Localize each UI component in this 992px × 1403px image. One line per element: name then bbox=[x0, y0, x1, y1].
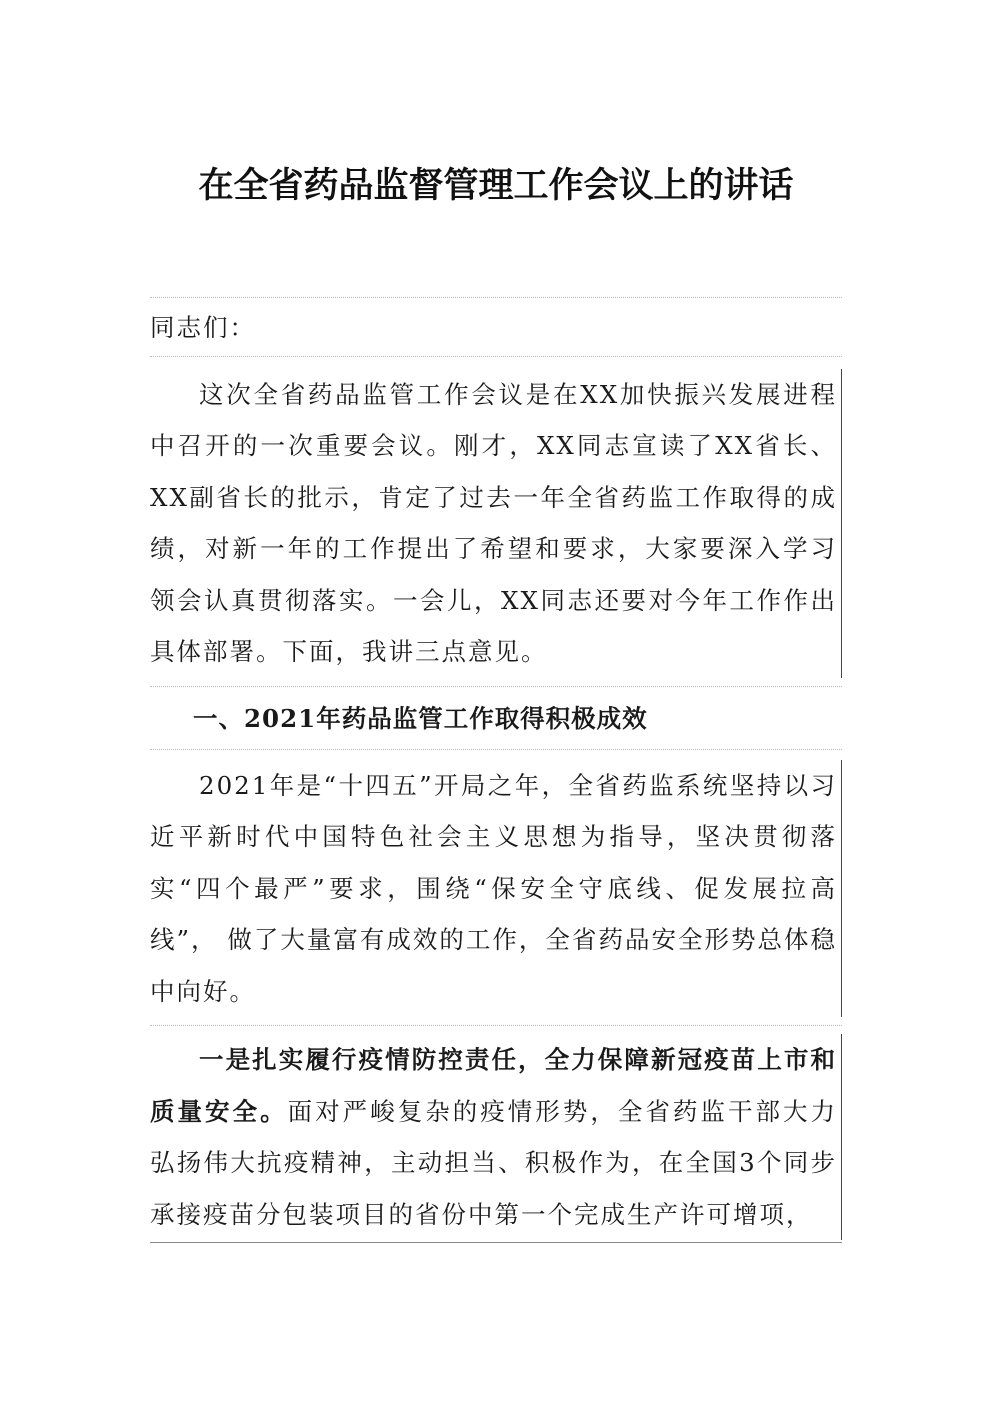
paragraph-overview: 2021年是“十四五”开局之年，全省药监系统坚持以习近平新时代中国特色社会主义思想为指导，坚决贯彻落实“四个最严”要求，围绕“保安全守底线、促发展拉高线”， 做了大量富有成效的工作，全省药品安全形势总体稳中向好。 bbox=[150, 760, 842, 1018]
paragraph-block bbox=[150, 749, 842, 1026]
paragraph-block bbox=[150, 356, 842, 686]
document-body bbox=[150, 297, 842, 1243]
paragraph-lead-text: 一是扎实履行疫情防控责任，全力保障新冠疫苗上市和质量安全。 bbox=[150, 1045, 837, 1126]
section-heading: 一、2021年药品监管工作取得积极成效 bbox=[193, 703, 648, 733]
page-title: 在全省药品监督管理工作会议上的讲话 bbox=[198, 165, 794, 206]
salutation: 同志们： bbox=[150, 313, 256, 342]
paragraph-point-one bbox=[150, 1034, 842, 1240]
paragraph-block bbox=[150, 1025, 842, 1243]
section-heading-block bbox=[150, 686, 842, 749]
salutation-block bbox=[150, 297, 842, 356]
paragraph-intro: 这次全省药品监管工作会议是在XX加快振兴发展进程中召开的一次重要会议。刚才，XX同志宣读了XX省长、XX副省长的批示，肯定了过去一年全省药监工作取得的成绩，对新一年的工作提出了希望和要求，大家要深入学习领会认真贯彻落实。一会儿，XX同志还要对今年工作作出具体部署。下面，我讲三点意见。 bbox=[150, 369, 842, 678]
paragraph-body-text: 面对严峻复杂的疫情形势，全省药监干部大力弘扬伟大抗疫精神，主动担当、积极作为，在全国3个同步承接疫苗分包装项目的省份中第一个完成生产许可增项， bbox=[150, 1096, 838, 1229]
